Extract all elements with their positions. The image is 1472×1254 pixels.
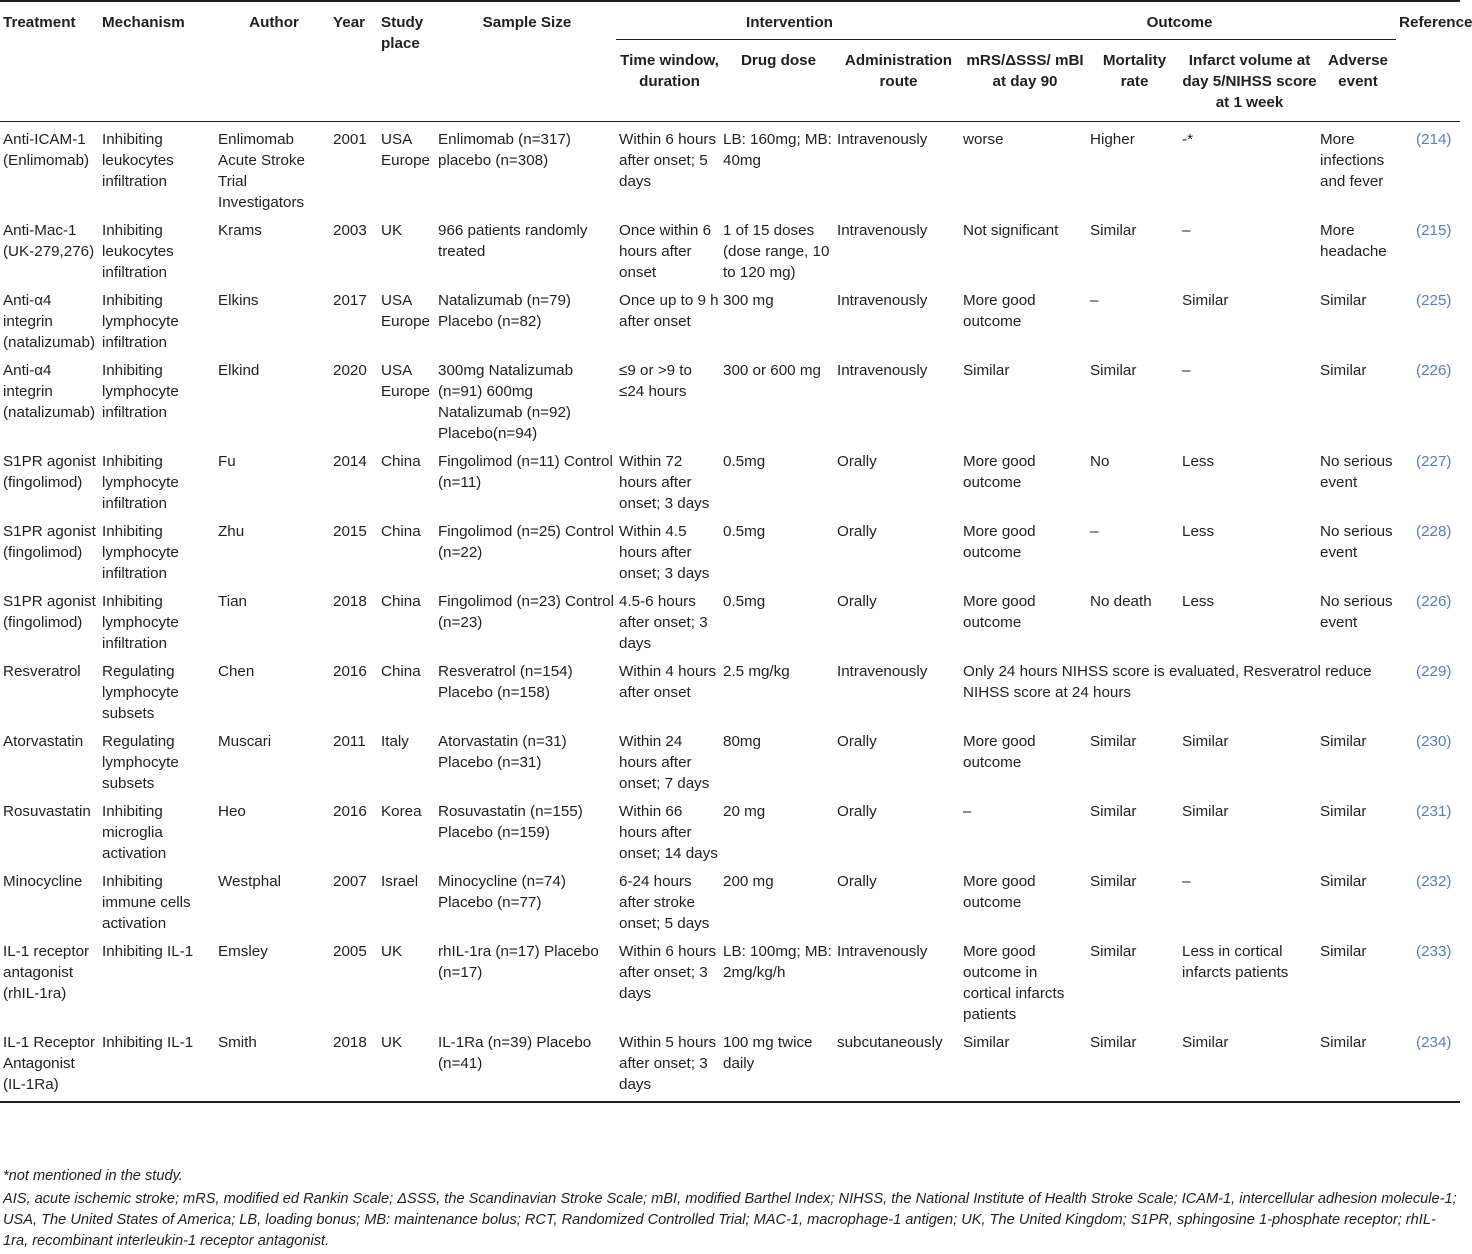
cell-route: subcutaneously xyxy=(834,1025,960,1102)
cell-treatment: IL-1 Receptor Antagonist (IL-1Ra) xyxy=(0,1025,99,1102)
header-study-place: Study place xyxy=(378,1,435,122)
cell-author: Heo xyxy=(218,803,246,820)
cell-infarct: Similar xyxy=(1182,803,1229,820)
cell-author: Zhu xyxy=(218,523,245,540)
cell-study-place: Israel xyxy=(381,873,419,890)
cell-reference-link[interactable]: (232) xyxy=(1416,873,1452,890)
cell-sample-size: Minocycline (n=74) Placebo (n=77) xyxy=(438,873,566,911)
table-row xyxy=(0,584,1460,654)
cell-time-window: Within 5 hours after onset; 3 days xyxy=(616,1025,720,1102)
table-row xyxy=(0,724,1460,794)
cell-infarct: Less xyxy=(1182,593,1215,610)
cell-mortality: Similar xyxy=(1087,1025,1179,1102)
cell-drug-dose: 0.5mg xyxy=(723,453,766,470)
cell-adverse: Similar xyxy=(1320,873,1367,890)
cell-mortality: Similar xyxy=(1090,873,1137,890)
cell-infarct: Less in cortical infarcts patients xyxy=(1182,943,1289,981)
cell-year: 2018 xyxy=(330,1025,378,1102)
cell-reference-link[interactable]: (228) xyxy=(1416,523,1452,540)
cell-mrs: More good outcome xyxy=(963,523,1036,561)
cell-author: Westphal xyxy=(218,873,282,890)
cell-infarct: Similar xyxy=(1182,292,1229,309)
cell-mortality: Similar xyxy=(1090,222,1137,239)
cell-mortality: No death xyxy=(1090,593,1152,610)
cell-author: Muscari xyxy=(218,733,272,750)
header-year: Year xyxy=(330,1,378,122)
header-outcome: Outcome xyxy=(960,1,1396,40)
cell-reference-link[interactable]: (215) xyxy=(1416,222,1452,239)
cell-infarct: – xyxy=(1182,222,1191,239)
cell-infarct: Less xyxy=(1182,453,1215,470)
cell-route: Intravenously xyxy=(837,131,928,148)
cell-author: Enlimomab Acute Stroke Trial Investigators xyxy=(218,131,305,211)
cell-adverse: Similar xyxy=(1320,292,1367,309)
cell-drug-dose: 0.5mg xyxy=(723,523,766,540)
cell-author: Chen xyxy=(218,663,255,680)
cell-time-window: Within 4 hours after onset xyxy=(619,663,717,701)
cell-sample-size: Resveratrol (n=154) Placebo (n=158) xyxy=(438,663,573,701)
header-sample-size: Sample Size xyxy=(435,1,616,122)
cell-mechanism: Inhibiting lymphocyte infiltration xyxy=(102,593,179,652)
cell-mrs: More good outcome xyxy=(963,593,1036,631)
cell-study-place: UK xyxy=(381,943,403,960)
cell-treatment: Anti-Mac-1 (UK-279,276) xyxy=(3,222,95,260)
table-row xyxy=(0,122,1460,214)
cell-treatment: Resveratrol xyxy=(3,663,81,680)
cell-author: Fu xyxy=(218,453,236,470)
header-author: Author xyxy=(215,1,330,122)
cell-drug-dose: 300 mg xyxy=(723,292,774,309)
cell-mrs: More good outcome xyxy=(963,873,1036,911)
cell-treatment: Rosuvastatin xyxy=(3,803,91,820)
table-row xyxy=(0,794,1460,864)
cell-study-place: USA Europe xyxy=(381,292,430,330)
header-mrs-day90: mRS/ΔSSS/ mBI at day 90 xyxy=(960,40,1087,122)
cell-mrs: Similar xyxy=(963,362,1010,379)
cell-drug-dose: 2.5 mg/kg xyxy=(723,663,790,680)
cell-mortality: – xyxy=(1090,523,1099,540)
cell-reference-link[interactable]: (225) xyxy=(1416,292,1452,309)
table-row xyxy=(0,283,1460,353)
cell-route: Intravenously xyxy=(837,663,928,680)
header-mortality-rate: Mortality rate xyxy=(1087,40,1179,122)
cell-author: Elkind xyxy=(218,362,260,379)
cell-adverse: Similar xyxy=(1320,733,1367,750)
cell-mechanism: Inhibiting leukocytes infiltration xyxy=(102,131,174,190)
cell-reference-link[interactable]: (214) xyxy=(1416,131,1452,148)
header-infarct-volume: Infarct volume at day 5/NIHSS score at 1 week xyxy=(1179,40,1317,122)
cell-study-place: USA Europe xyxy=(381,131,430,169)
cell-treatment: Minocycline xyxy=(3,873,83,890)
cell-study-place: UK xyxy=(378,1025,435,1102)
cell-mrs: More good outcome in cortical infarcts patients xyxy=(963,943,1065,1023)
cell-route: Intravenously xyxy=(837,362,928,379)
cell-reference-link[interactable]: (226) xyxy=(1416,362,1452,379)
cell-author: Elkins xyxy=(218,292,259,309)
cell-treatment: Atorvastatin xyxy=(3,733,84,750)
cell-year: 2015 xyxy=(333,523,367,540)
cell-study-place: USA Europe xyxy=(381,362,430,400)
cell-year: 2018 xyxy=(333,593,367,610)
cell-author: Krams xyxy=(218,222,262,239)
cell-mortality: Similar xyxy=(1090,803,1137,820)
cell-route: Orally xyxy=(837,523,877,540)
cell-time-window: Within 66 hours after onset; 14 days xyxy=(619,803,718,862)
cell-sample-size: IL-1Ra (n=39) Placebo (n=41) xyxy=(435,1025,616,1102)
cell-study-place: UK xyxy=(381,222,403,239)
cell-sample-size: Atorvastatin (n=31) Placebo (n=31) xyxy=(438,733,567,771)
cell-adverse: More headache xyxy=(1320,222,1387,260)
cell-time-window: Within 24 hours after onset; 7 days xyxy=(619,733,710,792)
cell-route: Orally xyxy=(837,733,877,750)
header-reference: Reference xyxy=(1396,1,1460,122)
cell-drug-dose: 1 of 15 doses (dose range, 10 to 120 mg) xyxy=(723,222,830,281)
cell-reference-link[interactable]: (234) xyxy=(1396,1025,1460,1102)
cell-treatment: S1PR agonist (fingolimod) xyxy=(3,593,96,631)
cell-study-place: China xyxy=(381,663,421,680)
table-body xyxy=(0,122,1460,1103)
cell-route: Orally xyxy=(837,453,877,470)
cell-drug-dose: 80mg xyxy=(723,733,761,750)
cell-adverse: Similar xyxy=(1320,943,1367,960)
cell-mechanism: Inhibiting lymphocyte infiltration xyxy=(102,292,179,351)
table-row xyxy=(0,934,1460,1025)
cell-infarct: Less xyxy=(1182,523,1215,540)
cell-mortality: Similar xyxy=(1090,362,1137,379)
cell-mechanism: Regulating lymphocyte subsets xyxy=(102,733,179,792)
cell-infarct: Similar xyxy=(1182,733,1229,750)
cell-time-window: Within 4.5 hours after onset; 3 days xyxy=(619,523,710,582)
cell-sample-size: Natalizumab (n=79) Placebo (n=82) xyxy=(438,292,571,330)
cell-reference-link[interactable]: (226) xyxy=(1416,593,1452,610)
cell-mechanism: Inhibiting microglia activation xyxy=(102,803,167,862)
cell-reference-link[interactable]: (233) xyxy=(1416,943,1452,960)
cell-treatment: Anti-α4 integrin (natalizumab) xyxy=(3,292,96,351)
cell-sample-size: rhIL-1ra (n=17) Placebo (n=17) xyxy=(438,943,599,981)
cell-drug-dose: LB: 100mg; MB: 2mg/kg/h xyxy=(723,943,832,981)
cell-year: 2020 xyxy=(333,362,367,379)
cell-mortality: No xyxy=(1090,453,1110,470)
cell-adverse: More infections and fever xyxy=(1320,131,1385,190)
header-adverse-event: Adverse event xyxy=(1317,40,1396,122)
table-row xyxy=(0,1025,1460,1102)
cell-adverse: No serious event xyxy=(1320,453,1393,491)
cell-reference-link[interactable]: (230) xyxy=(1416,733,1452,750)
cell-treatment: S1PR agonist (fingolimod) xyxy=(3,453,96,491)
cell-mrs: More good outcome xyxy=(963,453,1036,491)
cell-sample-size: Fingolimod (n=23) Control (n=23) xyxy=(438,593,615,631)
cell-mechanism: Inhibiting IL-1 xyxy=(102,943,194,960)
cell-infarct: – xyxy=(1182,362,1191,379)
cell-study-place: Korea xyxy=(381,803,422,820)
cell-year: 2016 xyxy=(333,663,367,680)
cell-sample-size: Rosuvastatin (n=155) Placebo (n=159) xyxy=(438,803,583,841)
cell-time-window: Once up to 9 h after onset xyxy=(619,292,719,330)
cell-mechanism: Inhibiting lymphocyte infiltration xyxy=(102,523,179,582)
cell-sample-size: Enlimomab (n=317) placebo (n=308) xyxy=(438,131,571,169)
cell-adverse: Similar xyxy=(1320,803,1367,820)
cell-treatment: Anti-ICAM-1 (Enlimomab) xyxy=(3,131,90,169)
cell-author: Smith xyxy=(215,1025,330,1102)
cell-mrs: More good outcome xyxy=(963,733,1036,771)
cell-route: Intravenously xyxy=(837,292,928,309)
cell-time-window: 4.5-6 hours after onset; 3 days xyxy=(619,593,708,652)
footnote: *not mentioned in the study. xyxy=(3,1168,183,1184)
header-drug-dose: Drug dose xyxy=(720,40,834,122)
cell-mortality: – xyxy=(1090,292,1099,309)
cell-treatment: IL-1 receptor antagonist (rhIL-1ra) xyxy=(3,943,90,1002)
cell-mechanism: Regulating lymphocyte subsets xyxy=(102,663,179,722)
header-treatment: Treatment xyxy=(0,1,99,122)
cell-drug-dose: 300 or 600 mg xyxy=(723,362,821,379)
cell-treatment: S1PR agonist (fingolimod) xyxy=(3,523,96,561)
cell-adverse: No serious event xyxy=(1320,523,1393,561)
cell-adverse: Similar xyxy=(1317,1025,1396,1102)
cell-year: 2003 xyxy=(333,222,367,239)
table-notes xyxy=(3,1166,1458,1254)
cell-mrs: More good outcome xyxy=(963,292,1036,330)
cell-mechanism: Inhibiting leukocytes infiltration xyxy=(102,222,174,281)
table-header xyxy=(0,1,1472,122)
cell-outcome-merged: Only 24 hours NIHSS score is evaluated, Resveratrol reduce NIHSS score at 24 hours xyxy=(963,663,1372,701)
cell-time-window: 6-24 hours after stroke onset; 5 days xyxy=(619,873,710,932)
cell-route: Orally xyxy=(837,593,877,610)
cell-study-place: China xyxy=(381,593,421,610)
cell-route: Orally xyxy=(837,803,877,820)
cell-drug-dose: 0.5mg xyxy=(723,593,766,610)
cell-infarct: – xyxy=(1182,873,1191,890)
cell-infarct: -* xyxy=(1182,131,1193,148)
cell-adverse: Similar xyxy=(1320,362,1367,379)
cell-mechanism: Inhibiting lymphocyte infiltration xyxy=(102,362,179,421)
cell-mortality: Similar xyxy=(1090,943,1137,960)
cell-sample-size: 300mg Natalizumab (n=91) 600mg Natalizumab (n=92) Placebo(n=94) xyxy=(438,362,574,442)
cell-drug-dose: 200 mg xyxy=(723,873,774,890)
cell-infarct: Similar xyxy=(1179,1025,1317,1102)
cell-route: Intravenously xyxy=(837,222,928,239)
cell-study-place: China xyxy=(381,523,421,540)
cell-time-window: Within 6 hours after onset; 3 days xyxy=(619,943,717,1002)
header-intervention: Intervention xyxy=(616,1,960,40)
cell-drug-dose: LB: 160mg; MB: 40mg xyxy=(723,131,832,169)
cell-mechanism: Inhibiting immune cells activation xyxy=(102,873,191,932)
cell-time-window: Within 72 hours after onset; 3 days xyxy=(619,453,710,512)
cell-year: 2001 xyxy=(333,131,367,148)
cell-adverse: No serious event xyxy=(1320,593,1393,631)
table-row xyxy=(0,864,1460,934)
cell-mechanism: Inhibiting IL-1 xyxy=(99,1025,215,1102)
cell-mrs: – xyxy=(963,803,972,820)
cell-year: 2005 xyxy=(333,943,367,960)
cell-drug-dose: 100 mg twice daily xyxy=(720,1025,834,1102)
cell-reference-link[interactable]: (229) xyxy=(1416,663,1452,680)
header-mechanism: Mechanism xyxy=(99,1,215,122)
cell-time-window: Once within 6 hours after onset xyxy=(619,222,712,281)
cell-route: Orally xyxy=(837,873,877,890)
cell-time-window: Within 6 hours after onset; 5 days xyxy=(619,131,717,190)
cell-reference-link[interactable]: (227) xyxy=(1416,453,1452,470)
table-row xyxy=(0,444,1460,514)
table-row xyxy=(0,654,1460,724)
header-time-window: Time window, duration xyxy=(616,40,720,122)
cell-sample-size: Fingolimod (n=25) Control (n=22) xyxy=(438,523,615,561)
cell-mortality: Similar xyxy=(1090,733,1137,750)
cell-year: 2017 xyxy=(333,292,367,309)
cell-drug-dose: 20 mg xyxy=(723,803,766,820)
table-row xyxy=(0,353,1460,444)
cell-sample-size: 966 patients randomly treated xyxy=(438,222,588,260)
abbreviations-note: AIS, acute ischemic stroke; mRS, modified ed Rankin Scale; ΔSSS, the Scandinavian Stroke Scale; mBI, modified Barthel Index; NIHSS, the National Institute of Health Stroke Scale; ICAM-1, intercellular adhesion molecule-1; USA, The United States of America; LB, loading bonus; MB: maintenance bolus; RCT, Randomized Controlled Trial; MAC-1, macrophage-1 antigen; UK, The United Kingdom; S1PR, sphingosine 1-phosphate receptor; rhIL-1ra, recombinant interleukin-1 receptor antagonist. xyxy=(3,1191,1457,1249)
cell-mechanism: Inhibiting lymphocyte infiltration xyxy=(102,453,179,512)
cell-time-window: ≤9 or >9 to ≤24 hours xyxy=(619,362,692,400)
cell-year: 2014 xyxy=(333,453,367,470)
cell-reference-link[interactable]: (231) xyxy=(1416,803,1452,820)
table-row xyxy=(0,514,1460,584)
cell-year: 2007 xyxy=(333,873,367,890)
header-administration-route: Administration route xyxy=(834,40,960,122)
cell-mrs: Not significant xyxy=(963,222,1059,239)
cell-mrs: worse xyxy=(963,131,1004,148)
cell-author: Emsley xyxy=(218,943,268,960)
cell-author: Tian xyxy=(218,593,247,610)
cell-mrs: Similar xyxy=(960,1025,1087,1102)
cell-study-place: China xyxy=(381,453,421,470)
table-row xyxy=(0,213,1460,283)
cell-mortality: Higher xyxy=(1090,131,1135,148)
cell-sample-size: Fingolimod (n=11) Control (n=11) xyxy=(438,453,613,491)
cell-study-place: Italy xyxy=(381,733,409,750)
cell-treatment: Anti-α4 integrin (natalizumab) xyxy=(3,362,96,421)
cell-year: 2016 xyxy=(333,803,367,820)
cell-year: 2011 xyxy=(333,733,366,750)
cell-route: Intravenously xyxy=(837,943,928,960)
